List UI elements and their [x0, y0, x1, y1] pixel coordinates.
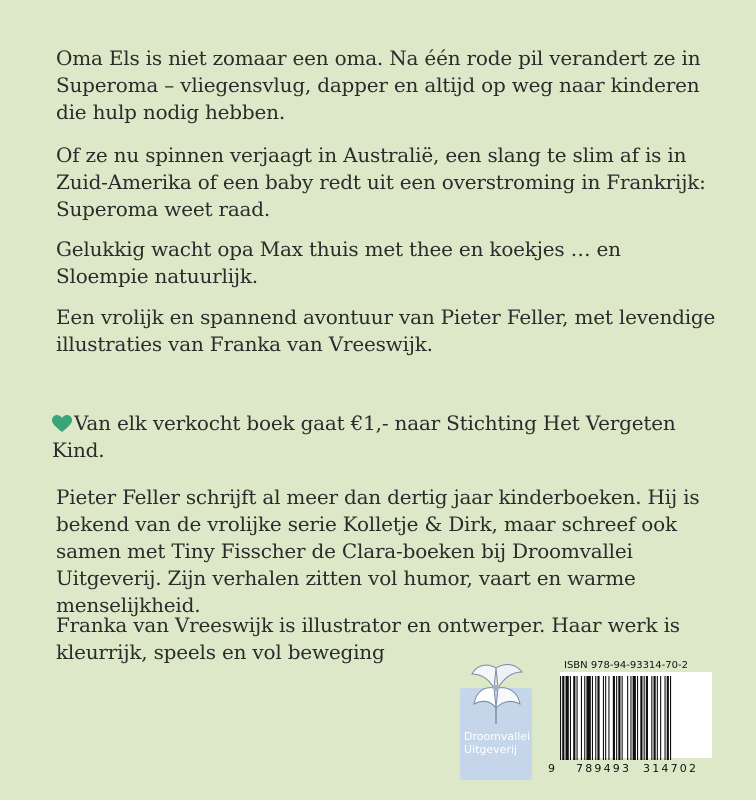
barcode-bar: [654, 676, 656, 760]
barcode-bar: [646, 676, 648, 760]
credits-paragraph: Een vrolijk en spannend avontuur van Pieter Feller, met levendige illustraties van Franka van Vreeswijk.: [56, 305, 716, 356]
barcode-bar: [618, 676, 620, 760]
barcode-bar: [581, 676, 582, 760]
barcode-bar: [595, 676, 596, 760]
barcode-bar: [651, 676, 652, 760]
isbn-barcode: [548, 660, 712, 780]
author-bio-paragraph: Pieter Feller schrijft al meer dan dertig jaar kinderboeken. Hij is bekend van de vrolijke serie Kolletje & Dirk, maar schreef ook samen met Tiny Fisscher de Clara-boeken bij Droomvallei Uitgeverij. Zijn verhalen zitten vol humor, vaart en warme menselijkheid.: [56, 485, 700, 617]
barcode-bar: [644, 676, 645, 760]
green-heart-icon: [52, 415, 72, 433]
isbn-label: ISBN 978-94-93314-70-2: [564, 660, 688, 671]
barcode-bar: [577, 676, 578, 760]
publisher-name-line1: Droomvallei: [464, 730, 531, 743]
barcode-bar: [660, 676, 661, 760]
intro-paragraph: Oma Els is niet zomaar een oma. Na één rode pil verandert ze in Superoma – vliegensvlug, dapper en altijd op weg naar kinderen die hulp nodig hebben.: [56, 46, 701, 124]
adventures-paragraph: Of ze nu spinnen verjaagt in Australië, een slang te slim af is in Zuid-Amerika of een baby redt uit een overstroming in Frankrijk: Superoma weet raad.: [56, 143, 706, 221]
barcode-bar: [608, 676, 609, 760]
barcode-bar: [592, 676, 593, 760]
barcode-bar: [584, 676, 585, 760]
barcode-bar: [637, 676, 638, 760]
barcode-bar: [586, 676, 590, 760]
barcode-bar: [630, 676, 631, 760]
book-flower-logo-icon: [464, 660, 528, 730]
home-paragraph: Gelukkig wacht opa Max thuis met thee en koekjes … en Sloempie natuurlijk.: [56, 237, 621, 288]
barcode-bar: [566, 676, 569, 760]
barcode-digit-first: 9: [548, 762, 555, 775]
barcode-bar: [597, 676, 599, 760]
barcode-bar: [622, 676, 623, 760]
barcode-bar: [640, 676, 642, 760]
barcode-bar: [667, 676, 669, 760]
barcode-bar: [670, 676, 671, 760]
barcode-digit-group1: 789493: [576, 762, 632, 775]
barcode-bar: [613, 676, 615, 760]
barcode-bar: [633, 676, 636, 760]
barcode-bar: [627, 676, 628, 760]
publisher-logo: [460, 660, 532, 784]
barcode-bar: [560, 676, 561, 760]
barcode-bar: [605, 676, 606, 760]
barcode-bar: [665, 676, 666, 760]
barcode-bar: [570, 676, 571, 760]
barcode-bars: [558, 676, 712, 762]
barcode-bar: [616, 676, 617, 760]
barcode-digit-group2: 314702: [643, 762, 699, 775]
barcode-bar: [657, 676, 658, 760]
barcode-bar: [573, 676, 575, 760]
barcode-bar: [603, 676, 604, 760]
publisher-name-line2: Uitgeverij: [464, 743, 518, 756]
barcode-bar: [562, 676, 564, 760]
charity-line: [52, 410, 712, 464]
charity-text: Van elk verkocht boek gaat €1,- naar Stichting Het Vergeten Kind.: [52, 411, 676, 462]
illustrator-bio-paragraph: Franka van Vreeswijk is illustrator en ontwerper. Haar werk is kleurrijk, speels en vol beweging: [56, 613, 680, 664]
